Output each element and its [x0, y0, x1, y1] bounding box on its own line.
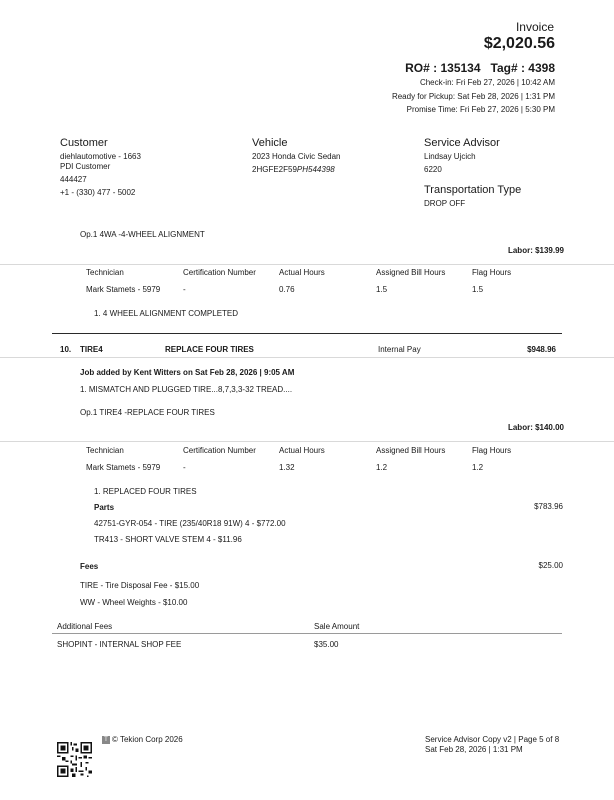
part-item: 42751-GYR-054 - TIRE (235/40R18 91W) 4 - $772.00 [94, 519, 286, 528]
fee-item: TIRE - Tire Disposal Fee - $15.00 [80, 581, 200, 590]
advisor-heading: Service Advisor [424, 137, 500, 149]
col-actual-hours: Actual Hours [279, 268, 325, 277]
col-assigned-hours: Assigned Bill Hours [376, 268, 446, 277]
customer-number: 444427 [60, 175, 87, 184]
cell-flag-hours: 1.5 [472, 285, 484, 294]
document-title: Invoice [515, 20, 554, 34]
checkin-time: Check-in: Fri Feb 27, 2026 | 10:42 AM [419, 78, 555, 87]
op-alignment-labor: Labor: $139.99 [507, 246, 564, 255]
additional-fee-item: SHOPINT - INTERNAL SHOP FEE [57, 640, 182, 649]
cell-assigned-hours: 1.5 [376, 285, 388, 294]
cell-actual-hours: 0.76 [279, 285, 295, 294]
job-code: TIRE4 [80, 345, 103, 354]
transport-heading: Transportation Type [424, 184, 522, 196]
customer-account: diehlautomotive - 1663 [60, 152, 141, 161]
parts-heading: Parts [94, 503, 115, 512]
cell-actual-hours: 1.32 [279, 463, 295, 472]
parts-total: $783.96 [534, 502, 563, 511]
cell-certification: - [183, 285, 186, 294]
transport-value: DROP OFF [424, 199, 466, 208]
advisor-name: Lindsay Ujcich [424, 152, 476, 161]
additional-fees-heading: Additional Fees [57, 622, 113, 631]
job-name: REPLACE FOUR TIRES [165, 345, 254, 354]
job-number: 10. [60, 345, 72, 354]
col-certification: Certification Number [183, 268, 256, 277]
customer-heading: Customer [60, 137, 108, 149]
op-alignment-note: 1. 4 WHEEL ALIGNMENT COMPLETED [94, 309, 239, 318]
sale-amount-heading: Sale Amount [314, 622, 360, 631]
job-added-by: Job added by Kent Witters on Sat Feb 28, 2026 | 9:05 AM [80, 368, 295, 377]
vehicle-model: 2023 Honda Civic Sedan [252, 152, 341, 161]
customer-phone: +1 - (330) 477 - 5002 [60, 188, 136, 197]
job-labor: Labor: $140.00 [507, 423, 564, 432]
job-note: 1. REPLACED FOUR TIRES [94, 487, 197, 496]
col-actual-hours: Actual Hours [279, 446, 325, 455]
promise-time: Promise Time: Fri Feb 27, 2026 | 5:30 PM [406, 105, 555, 114]
col-certification: Certification Number [183, 446, 256, 455]
job-pay-type: Internal Pay [378, 345, 421, 354]
customer-name: PDI Customer [60, 162, 111, 171]
cell-technician: Mark Stamets - 5979 [86, 285, 161, 294]
ready-pickup-time: Ready for Pickup: Sat Feb 28, 2026 | 1:31 PM [391, 92, 555, 101]
section-divider [52, 333, 562, 334]
cell-flag-hours: 1.2 [472, 463, 484, 472]
job-amount: $948.96 [527, 345, 556, 354]
tekion-logo-icon: T [102, 736, 110, 744]
footer-printed-time: Sat Feb 28, 2026 | 1:31 PM [425, 745, 523, 754]
additional-fee-amount: $35.00 [314, 640, 339, 649]
fees-total: $25.00 [538, 561, 563, 570]
cell-technician: Mark Stamets - 5979 [86, 463, 161, 472]
col-flag-hours: Flag Hours [472, 446, 512, 455]
fees-heading: Fees [80, 562, 99, 571]
col-assigned-hours: Assigned Bill Hours [376, 446, 446, 455]
scan-artifact [0, 357, 614, 358]
vehicle-vin [252, 165, 335, 174]
fee-item: WW - Wheel Weights - $10.00 [80, 598, 188, 607]
job-op-title: Op.1 TIRE4 -REPLACE FOUR TIRES [80, 408, 215, 417]
scan-artifact [0, 264, 614, 265]
op-alignment-title: Op.1 4WA -4-WHEEL ALIGNMENT [80, 230, 205, 239]
advisor-number: 6220 [424, 165, 442, 174]
qr-code-icon [57, 742, 92, 777]
col-flag-hours: Flag Hours [472, 268, 512, 277]
copyright-text: © Tekion Corp 2026 [112, 735, 183, 744]
fees-divider [52, 633, 562, 634]
job-concern: 1. MISMATCH AND PLUGGED TIRE...8,7,3,3-32 TREAD.... [80, 385, 293, 394]
vin-suffix: PH544398 [296, 165, 335, 174]
vehicle-heading: Vehicle [252, 137, 288, 149]
footer-copy-info: Service Advisor Copy v2 | Page 5 of 8 [425, 735, 560, 744]
col-technician: Technician [86, 446, 124, 455]
scan-artifact [0, 441, 614, 442]
col-technician: Technician [86, 268, 124, 277]
footer-copyright [102, 735, 183, 744]
vin-prefix: 2HGFE2F59 [252, 165, 297, 174]
part-item: TR413 - SHORT VALVE STEM 4 - $11.96 [94, 535, 242, 544]
invoice-total: $2,020.56 [483, 35, 555, 52]
cell-assigned-hours: 1.2 [376, 463, 388, 472]
cell-certification: - [183, 463, 186, 472]
ro-tag-line: RO# : 135134 Tag# : 4398 [405, 61, 555, 75]
